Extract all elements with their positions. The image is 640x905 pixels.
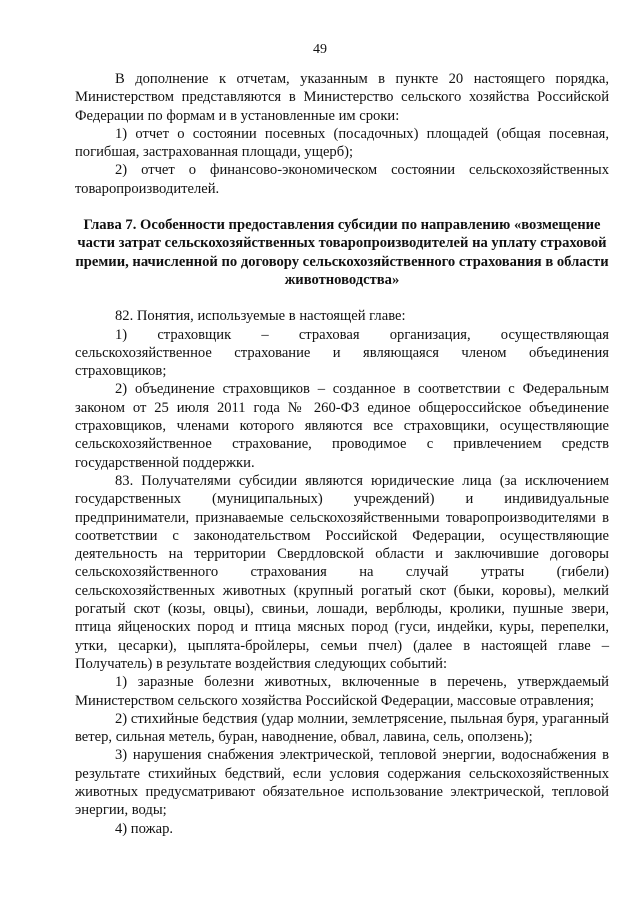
event-item-4: 4) пожар. (115, 820, 174, 837)
chapter-title: Глава 7. Особенности предоставления субсидии по направлению «возмещение части затрат сельскохозяйственных товаропроизводителей на уплату страховой премии, начисленной по договору сельскохозяйственного страхования в области животноводства» (75, 217, 609, 288)
paragraph-82: 82. Понятия, используемые в настоящей главе: (115, 308, 406, 325)
definition-insurers-association: 2) объединение страховщиков – созданное в соответствии с Федеральным законом от 25 июля 2011 года № 260-ФЗ единое общероссийское объединение страховщиков, членами которого являются все страховщики, осуществляющие сельскохозяйственное страхование, проводимое с привлечением средств государственной поддержки. (75, 381, 609, 471)
page-number: 49 (313, 42, 327, 57)
event-item-2: 2) стихийные бедствия (удар молнии, землетрясение, пыльная буря, ураганный ветер, сильная метель, буран, наводнение, обвал, лавина, сель, оползень); (75, 710, 609, 746)
document-body (75, 70, 609, 838)
event-item-1: 1) заразные болезни животных, включенные в перечень, утверждаемый Министерством сельского хозяйства Российской Федерации, массовые отравления; (75, 674, 609, 709)
intro-paragraph: В дополнение к отчетам, указанным в пункте 20 настоящего порядка, Министерством представляются в Министерство сельского хозяйства Российской Федерации по формам и в установленные им сроки: (75, 71, 609, 124)
intro-item-1: 1) отчет о состоянии посевных (посадочных) площадей (общая посевная, погибшая, застрахованная площади, ущерб); (75, 125, 609, 161)
definition-insurer: 1) страховщик – страховая организация, осуществляющая сельскохозяйственное страхование и являющаяся членом объединения страховщиков; (75, 326, 609, 380)
intro-item-2: 2) отчет о финансово-экономическом состоянии сельскохозяйственных товаропроизводителей. (75, 162, 609, 197)
event-item-3: 3) нарушения снабжения электрической, тепловой энергии, водоснабжения в результате стихийных бедствий, если условия содержания сельскохозяйственных животных предусматривают обязательное использование электрической, тепловой энергии, воды; (75, 747, 609, 819)
paragraph-83: 83. Получателями субсидии являются юридические лица (за исключением государственных (муниципальных) учреждений) и индивидуальные предприниматели, признаваемые сельскохозяйственными товаропроизводителями в соответствии с законодательством Российской Федерации, осуществляющие деятельность на территории Свердловской области и заключившие договоры сельскохозяйственного страхования на случай утраты (гибели) сельскохозяйственных животных (крупный рогатый скот (быки, коровы), мелкий рогатый скот (козы, овцы), свиньи, лошади, верблюды, кролики, пушные звери, птица яйценоских пород и птица мясных пород (гуси, индейки, куры, перепелки, утки, цесарки), цыплята-бройлеры, семьи пчел) (далее в настоящей главе – Получатель) в результате воздействия следующих событий: (75, 472, 609, 672)
